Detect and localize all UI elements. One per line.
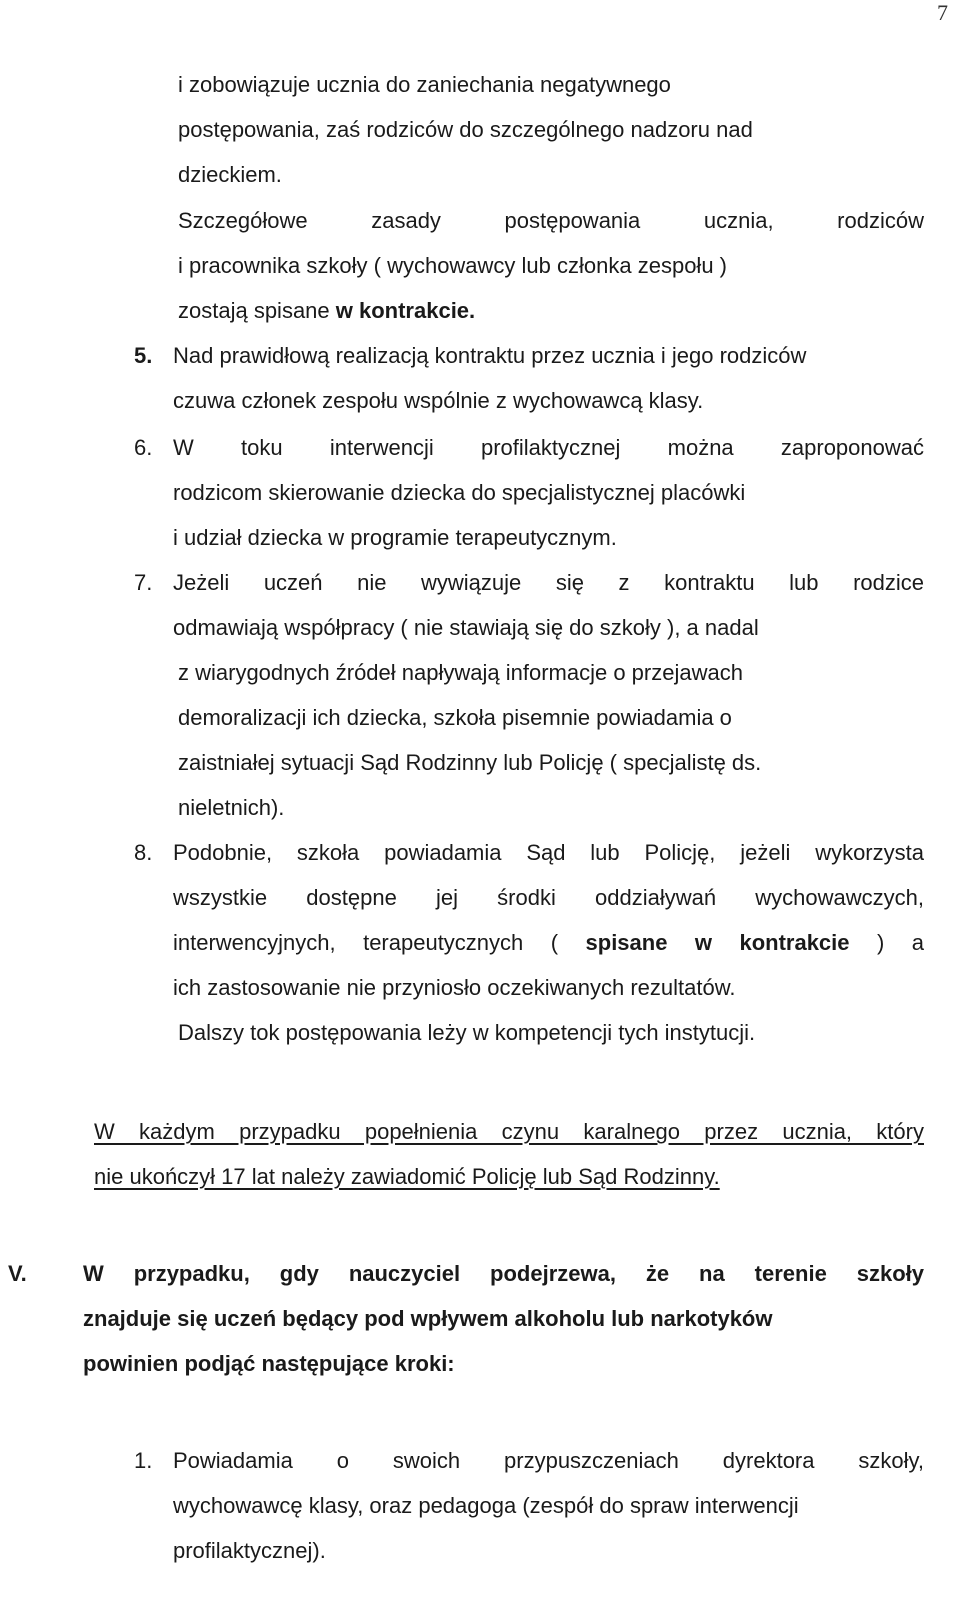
list-number: 6. — [134, 435, 153, 460]
list-item-line: odmawiają współpracy ( nie stawiają się do szkoły ), a nadal — [173, 615, 759, 640]
intro-line: dzieckiem. — [178, 162, 282, 187]
list-item-text: ) a — [849, 930, 924, 955]
section-numeral: V. — [8, 1261, 27, 1286]
intro-text: zostają spisane — [178, 298, 336, 323]
list-item-line: nieletnich). — [178, 795, 285, 820]
intro-line — [178, 296, 475, 326]
notice-line: nie ukończył 17 lat należy zawiadomić Policję lub Sąd Rodzinny. — [94, 1164, 720, 1189]
list-item-line: zaistniałej sytuacji Sąd Rodzinny lub Policję ( specjalistę ds. — [178, 750, 762, 775]
notice-line: W każdym przypadku popełnienia czynu karalnego przez ucznia, który — [94, 1119, 924, 1144]
list-item-line: i udział dziecka w programie terapeutycznym. — [173, 525, 617, 550]
list-number: 7. — [134, 570, 153, 595]
list-item-line: wszystkie dostępne jej środki oddziaływań wychowawczych, — [173, 885, 924, 910]
intro-line: postępowania, zaś rodziców do szczególnego nadzoru nad — [178, 117, 753, 142]
section-heading-line: znajduje się uczeń będący pod wpływem alkoholu lub narkotyków — [83, 1306, 773, 1331]
list-item-line: czuwa członek zespołu wspólnie z wychowawcą klasy. — [173, 388, 704, 413]
kontrakt-emphasis: spisane w kontrakcie — [585, 930, 850, 955]
list-number: 5. — [134, 343, 153, 368]
intro-line: i zobowiązuje ucznia do zaniechania negatywnego — [178, 72, 671, 97]
list-number: 1. — [134, 1448, 153, 1473]
list-item-line: Powiadamia o swoich przypuszczeniach dyrektora szkoły, — [173, 1448, 924, 1473]
list-item-text: interwencyjnych, terapeutycznych ( — [173, 930, 586, 955]
list-number: 8. — [134, 840, 153, 865]
list-item-line: Nad prawidłową realizacją kontraktu przez ucznia i jego rodziców — [173, 343, 807, 368]
list-item-line: Jeżeli uczeń nie wywiązuje się z kontraktu lub rodzice — [173, 570, 924, 595]
intro-line: i pracownika szkoły ( wychowawcy lub członka zespołu ) — [178, 253, 727, 278]
list-item-line: Dalszy tok postępowania leży w kompetencji tych instytucji. — [178, 1020, 756, 1045]
kontrakt-emphasis: w kontrakcie. — [335, 298, 476, 323]
list-item-line: rodzicom skierowanie dziecka do specjalistycznej placówki — [173, 480, 746, 505]
page-number: 7 — [937, 0, 948, 25]
list-item-line: z wiarygodnych źródeł napływają informacje o przejawach — [178, 660, 743, 685]
list-item-line: ich zastosowanie nie przyniosło oczekiwanych rezultatów. — [173, 975, 736, 1000]
section-heading-line: W przypadku, gdy nauczyciel podejrzewa, że na terenie szkoły — [83, 1261, 924, 1286]
list-item-line: profilaktycznej). — [173, 1538, 326, 1563]
section-heading-line: powinien podjąć następujące kroki: — [83, 1351, 455, 1376]
list-item-line: demoralizacji ich dziecka, szkoła pisemnie powiadamia o — [178, 705, 732, 730]
list-item-line: Podobnie, szkoła powiadamia Sąd lub Policję, jeżeli wykorzysta — [173, 840, 924, 865]
list-item-line — [173, 928, 924, 958]
intro-line: Szczegółowe zasady postępowania ucznia, rodziców — [178, 208, 924, 233]
list-item-line: W toku interwencji profilaktycznej można zaproponować — [173, 435, 924, 460]
list-item-line: wychowawcę klasy, oraz pedagoga (zespół do spraw interwencji — [173, 1493, 799, 1518]
